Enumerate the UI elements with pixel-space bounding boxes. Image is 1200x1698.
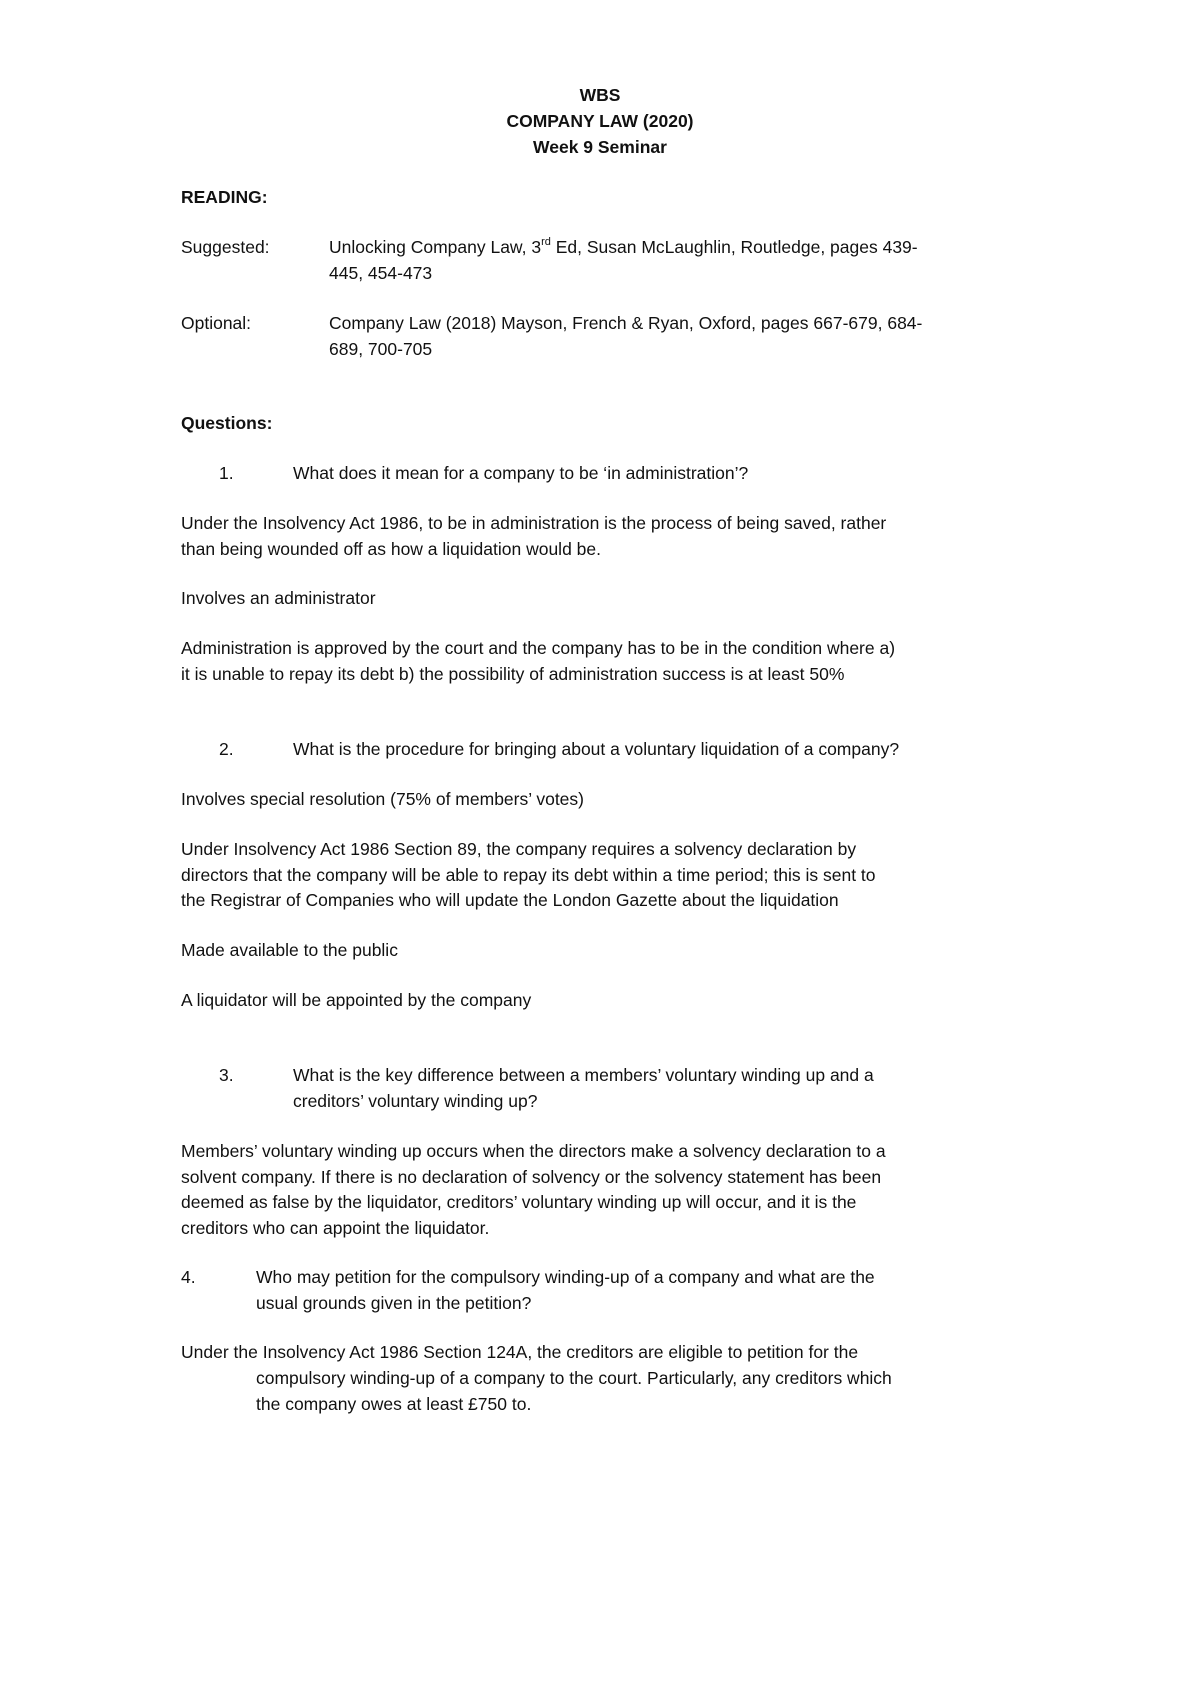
questions-heading: Questions:: [181, 413, 273, 433]
answer-1-para3-line1: Administration is approved by the court and the company has to be in the condition where a): [181, 638, 896, 658]
question-3-text-line2: creditors’ voluntary winding up?: [293, 1091, 538, 1111]
answer-3-line3: deemed as false by the liquidator, creditors’ voluntary winding up will occur, and it is the: [181, 1192, 857, 1212]
header-course: COMPANY LAW (2020): [506, 111, 694, 131]
question-1-number: 1.: [219, 463, 234, 483]
question-1-text: What does it mean for a company to be ‘in administration’?: [293, 463, 749, 483]
question-2-number: 2.: [219, 739, 234, 759]
question-3-number: 3.: [219, 1065, 234, 1085]
answer-1-para3-line2: it is unable to repay its debt b) the possibility of administration success is at least 50%: [181, 664, 845, 684]
answer-1-para2: Involves an administrator: [181, 588, 376, 608]
answer-2-para2-line1: Under Insolvency Act 1986 Section 89, the company requires a solvency declaration by: [181, 839, 857, 859]
optional-reading-line1: Company Law (2018) Mayson, French & Ryan, Oxford, pages 667-679, 684-: [329, 313, 923, 333]
suggested-label: Suggested:: [181, 237, 270, 257]
answer-2-para1: Involves special resolution (75% of members’ votes): [181, 789, 584, 809]
question-4-number: 4.: [181, 1267, 196, 1287]
answer-3-line2: solvent company. If there is no declaration of solvency or the solvency statement has been: [181, 1167, 882, 1187]
suggested-reading-line1: Unlocking Company Law, 3rd Ed, Susan McLaughlin, Routledge, pages 439-: [329, 236, 918, 257]
answer-1-para1-line1: Under the Insolvency Act 1986, to be in administration is the process of being saved, rather: [181, 513, 887, 533]
header-institution: WBS: [579, 85, 621, 105]
answer-2-para2-line3: the Registrar of Companies who will update the London Gazette about the liquidation: [181, 890, 839, 910]
optional-label: Optional:: [181, 313, 252, 333]
question-4-text-line1: Who may petition for the compulsory winding-up of a company and what are the: [256, 1267, 875, 1287]
question-3-text-line1: What is the key difference between a members’ voluntary winding up and a: [293, 1065, 874, 1085]
answer-2-para2-line2: directors that the company will be able to repay its debt within a time period; this is sent to: [181, 865, 876, 885]
question-2-text: What is the procedure for bringing about a voluntary liquidation of a company?: [293, 739, 900, 759]
header-session: Week 9 Seminar: [533, 137, 667, 157]
answer-4-line1: Under the Insolvency Act 1986 Section 124A, the creditors are eligible to petition for the: [181, 1342, 859, 1362]
optional-reading-line2: 689, 700-705: [329, 339, 433, 359]
answer-3-line4: creditors who can appoint the liquidator.: [181, 1218, 490, 1238]
answer-1-para1-line2: than being wounded off as how a liquidation would be.: [181, 539, 601, 559]
reading-heading: READING:: [181, 187, 268, 207]
answer-3-line1: Members’ voluntary winding up occurs when the directors make a solvency declaration to a: [181, 1141, 886, 1161]
answer-2-para4: A liquidator will be appointed by the company: [181, 990, 532, 1010]
suggested-reading-line2: 445, 454-473: [329, 263, 433, 283]
question-4-text-line2: usual grounds given in the petition?: [256, 1293, 532, 1313]
answer-4-line2: compulsory winding-up of a company to the court. Particularly, any creditors which: [256, 1368, 892, 1388]
answer-4-line3: the company owes at least £750 to.: [256, 1394, 532, 1414]
answer-2-para3: Made available to the public: [181, 940, 398, 960]
